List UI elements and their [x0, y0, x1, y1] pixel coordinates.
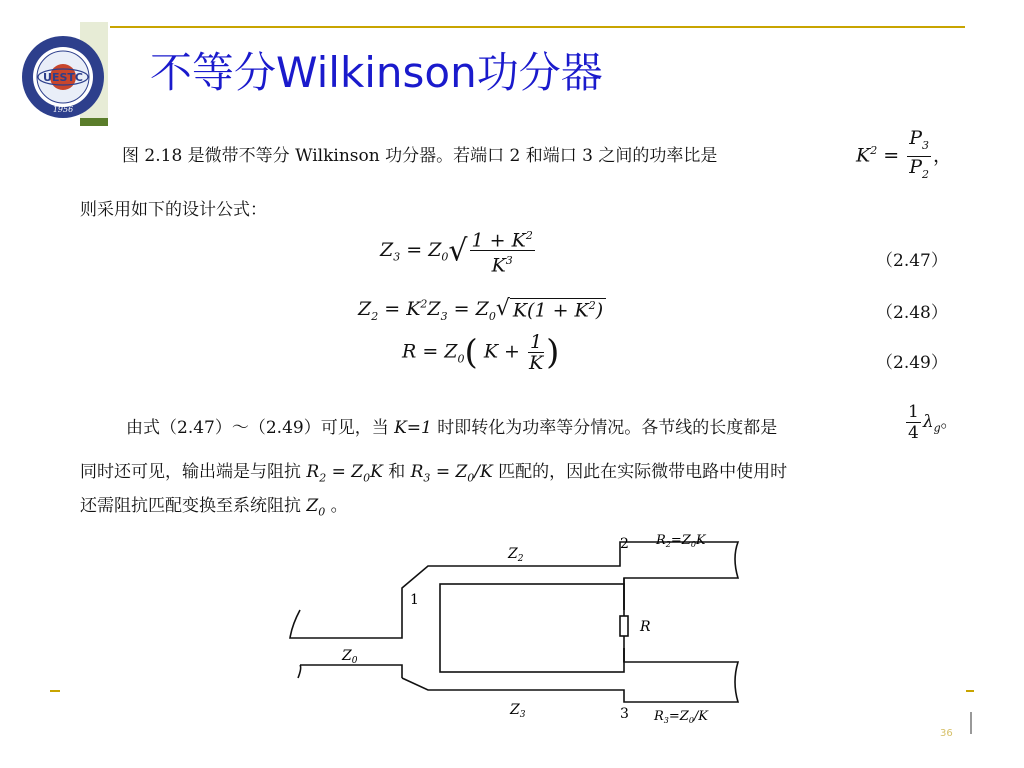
paragraph-intro-line2: 则采用如下的设计公式：	[80, 200, 267, 220]
r2-formula: $R_2 = Z_0K$	[306, 462, 383, 485]
page-divider	[970, 712, 972, 734]
output-text-a: 同时还可见，输出端是与阻抗	[80, 462, 301, 482]
conclusion-period: 。	[940, 412, 958, 432]
input-line-bottom	[300, 665, 402, 678]
title-divider-line	[110, 26, 965, 28]
port3-label: 3	[620, 706, 629, 722]
z2-label: $Z_2$	[508, 546, 524, 564]
slide-title: 不等分Wilkinson功分器	[150, 48, 603, 97]
equation-2-47: $Z_3 = Z_0√$ $\frac{1 + K^2}{K^3}$	[380, 226, 537, 276]
wilkinson-divider-diagram	[280, 530, 760, 730]
resistor-label: R	[640, 619, 651, 635]
inner-ring	[440, 584, 624, 672]
denominator-subscript: 2	[922, 167, 929, 181]
fraction-denominator: P	[909, 155, 922, 178]
final-period: 。	[330, 496, 348, 516]
conclusion-text-b: 时即转化为功率等分情况。各节线的长度都是	[437, 418, 778, 438]
r3-output-label: $R_3=Z_0/K$	[654, 709, 709, 725]
uestc-logo	[20, 34, 106, 120]
page-number: 36	[940, 728, 953, 739]
logo-year: 1956	[52, 105, 74, 114]
output-text-c: 匹配的，因此在实际微带电路中使用时	[498, 462, 788, 482]
z3-label: $Z_3$	[510, 702, 526, 720]
paragraph-conclusion-line1	[126, 418, 777, 438]
formula-k: K	[856, 144, 871, 167]
equation-2-49: $R = Z_0$( K + $\frac{1}{K}$ )	[402, 331, 560, 374]
quarter-wavelength	[904, 402, 958, 443]
isolation-resistor	[620, 616, 628, 636]
fraction-numerator: P	[909, 127, 922, 149]
port1-label: 1	[410, 592, 419, 608]
z0-symbol: $Z_0$	[306, 496, 326, 519]
numerator-subscript: 3	[922, 138, 929, 152]
power-ratio-fraction	[907, 128, 931, 185]
lambda-subscript: g	[933, 421, 941, 435]
conclusion-text-a: 由式（2.47）～（2.49）可见，当	[126, 418, 389, 438]
paragraph-conclusion-line3	[80, 496, 348, 522]
footer-dash-left	[50, 690, 60, 692]
equation-2-48: $Z_2 = K^2Z_3 = Z_0√$ $K(1 + K^2)$	[358, 296, 606, 323]
equation-number-2-48: （2.48）	[876, 303, 948, 323]
condition-k-equals-1: K=1	[394, 418, 432, 438]
r2-output-label: $R_2=Z_0K$	[656, 533, 706, 549]
lambda-symbol: λ	[922, 412, 934, 432]
power-ratio-formula: $K^2$ = $\frac{P_3}{P_2}$ ，	[856, 128, 952, 185]
paragraph-conclusion-line2	[80, 462, 787, 488]
input-line-top	[290, 610, 402, 638]
system-impedance-text: 还需阻抗匹配变换至系统阻抗	[80, 496, 301, 516]
port2-label: 2	[620, 536, 629, 552]
output-text-and: 和	[388, 462, 406, 482]
r3-formula: $R_3 = Z_0/K$	[410, 462, 493, 485]
logo-text: UESTC	[43, 71, 83, 84]
intro-text: 图 2.18 是微带不等分 Wilkinson 功分器。若端口 2 和端口 3 之间的功率比是	[122, 146, 718, 166]
equation-number-2-49: （2.49）	[876, 353, 948, 373]
z0-label: $Z_0$	[342, 648, 358, 666]
outer-outline	[402, 542, 738, 702]
intro-comma: ，	[933, 144, 953, 167]
quarter-numerator: 1	[908, 402, 919, 422]
paragraph-intro-line1	[122, 146, 717, 166]
equation-number-2-47: （2.47）	[876, 251, 948, 271]
quarter-denominator: 4	[908, 423, 919, 443]
footer-dash-right	[966, 690, 974, 692]
